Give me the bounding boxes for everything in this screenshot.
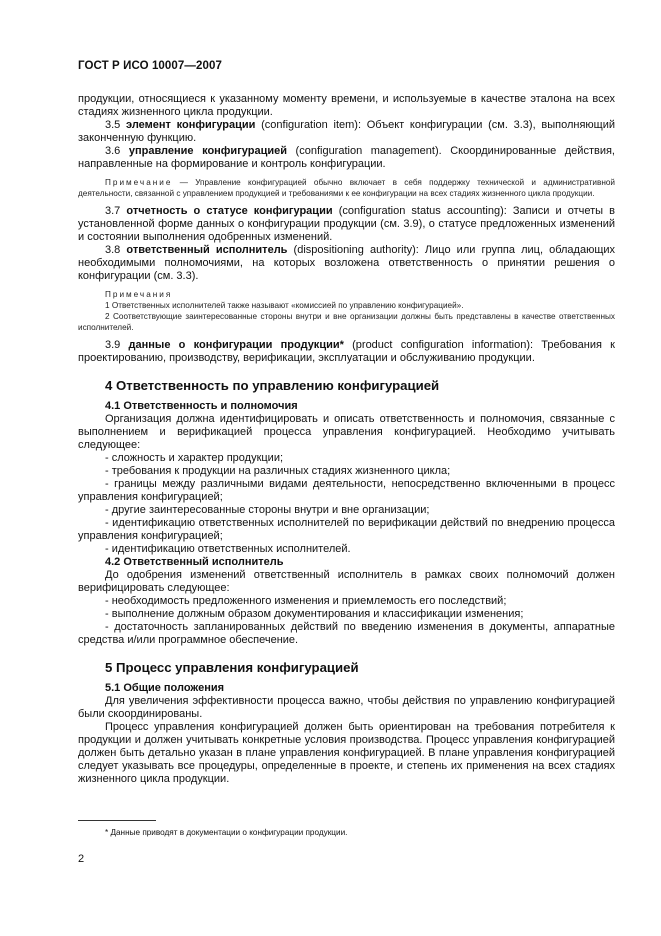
term-3-7	[78, 205, 615, 244]
footnote-divider	[78, 820, 156, 821]
notes-label: Примечания	[105, 290, 173, 299]
subsection-4-1-heading: 4.1 Ответственность и полномочия	[105, 400, 298, 412]
term-3-9	[78, 339, 615, 365]
note-text: — Управление конфигурацией обычно включает в себя поддержку технической и административной деятельности, связанной с управлением продукцией и требованиями к ее конфигурации на всех стадиях жизненного цикла продукции.	[78, 178, 615, 198]
document-body	[78, 93, 615, 786]
list-item: - достаточность запланированных действий по введению изменения в документы, аппаратные средства и/или программное обеспечение.	[78, 621, 615, 646]
paragraph-4-1: Организация должна идентифицировать и описать ответственность и полномочия, связанные с выполнением и верификацией процесса управления конфигурацией. Необходимо учитывать следующее:	[78, 413, 615, 451]
note-label: Примечание	[105, 178, 173, 187]
section-5-heading: 5 Процесс управления конфигурацией	[105, 660, 359, 675]
list-item: - выполнение должным образом документирования и классификации изменения;	[105, 608, 524, 620]
list-item: - необходимость предложенного изменения и приемлемость его последствий;	[105, 595, 507, 607]
list-item: - идентификацию ответственных исполнителей.	[105, 543, 351, 555]
term-number: 3.6	[105, 145, 121, 157]
note-3-6	[78, 177, 615, 199]
term-definition: (configuration management). Скоординированные действия, направленные на формирование и контроль конфигурации.	[78, 145, 615, 170]
term-3-6	[78, 145, 615, 171]
term-name: управление конфигурацией	[128, 145, 287, 157]
document-header: ГОСТ Р ИСО 10007—2007	[78, 60, 223, 72]
list-item: - границы между различными видами деятельности, непосредственно включенными в процесс управления конфигурацией;	[78, 478, 615, 503]
page-number: 2	[78, 853, 85, 865]
term-3-8	[78, 244, 615, 283]
term-name: отчетность о статусе конфигурации	[126, 205, 333, 217]
section-4-heading: 4 Ответственность по управлению конфигурацией	[105, 378, 440, 393]
term-definition: (configuration status accounting): Записи и отчеты в установленной форме данных о конфигурации продукции (см. 3.9), о статусе предложенных изменений и состоянии выполнения одобренных изменений.	[78, 205, 615, 243]
term-number: 3.9	[105, 339, 121, 351]
paragraph-4-2: До одобрения изменений ответственный исполнитель в рамках своих полномочий должен верифицировать следующее:	[78, 569, 615, 594]
term-name: ответственный исполнитель	[126, 244, 288, 256]
paragraph-5-1-2: Процесс управления конфигурацией должен быть ориентирован на требования потребителя к продукции и должен учитывать конкретные условия производства. Процесс управления конфигурацией должен быть детально указан в плане управления конфигурацией. В плане управления конфигурацией следует указывать все процедуры, определенные в проекте, и степень их применения на всех стадиях жизненного цикла продукции.	[78, 721, 615, 785]
footnote: * Данные приводят в документации о конфигурации продукции.	[105, 828, 348, 837]
paragraph-5-1-1: Для увеличения эффективности процесса важно, чтобы действия по управлению конфигурацией были скоординированы.	[78, 695, 615, 720]
note-2: 2 Соответствующие заинтересованные стороны внутри и вне организации должны быть представлены в качестве ответственных исполнителей.	[78, 312, 615, 332]
term-definition: (configuration item): Объект конфигурации (см. 3.3), выполняющий законченную функцию.	[78, 119, 615, 144]
note-1: 1 Ответственных исполнителей также называют «комиссией по управлению конфигурацией».	[105, 301, 464, 310]
term-name: элемент конфигурации	[126, 119, 256, 131]
term-3-5	[78, 119, 615, 145]
term-number: 3.7	[105, 205, 121, 217]
term-number: 3.8	[105, 244, 121, 256]
subsection-5-1-heading: 5.1 Общие положения	[105, 682, 225, 694]
list-item: - другие заинтересованные стороны внутри и вне организации;	[105, 504, 430, 516]
paragraph-continuation: продукции, относящиеся к указанному моменту времени, и используемые в качестве эталона на всех стадиях жизненного цикла продукции.	[78, 93, 615, 118]
term-definition: (product configuration information): Требования к проектированию, производству, верификации, эксплуатации и обслуживанию продукции.	[78, 339, 615, 364]
list-item: - требования к продукции на различных стадиях жизненного цикла;	[105, 465, 451, 477]
subsection-4-2-heading: 4.2 Ответственный исполнитель	[105, 556, 284, 568]
term-definition: (dispositioning authority): Лицо или группа лиц, обладающих необходимыми полномочиями, на которых возложена ответственность о принятии решения о конфигурации (см. 3.3).	[78, 244, 616, 282]
list-item: - сложность и характер продукции;	[105, 452, 284, 464]
term-number: 3.5	[105, 119, 121, 131]
list-item: - идентификацию ответственных исполнителей по верификации действий по внедрению процесса управления конфигурацией;	[78, 517, 615, 542]
term-name: данные о конфигурации продукции*	[128, 339, 344, 351]
